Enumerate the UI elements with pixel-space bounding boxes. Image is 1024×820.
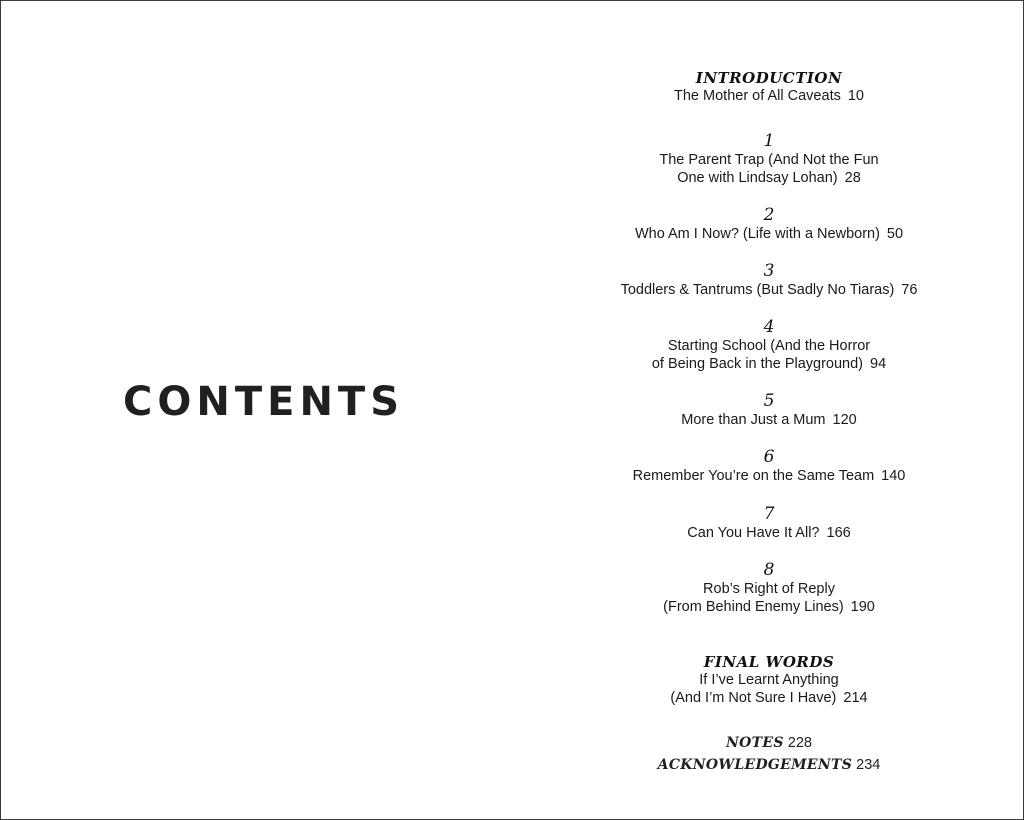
- chapter-number: 6: [763, 447, 775, 467]
- chapter-page: 50: [886, 226, 904, 242]
- toc-chapter-8: [561, 560, 977, 616]
- table-of-contents: [561, 1, 977, 819]
- toc-back-matter: [561, 732, 977, 776]
- chapter-page: 94: [870, 356, 887, 372]
- chapter-number: 8: [763, 560, 775, 580]
- toc-chapter-3: [561, 261, 977, 299]
- chapter-page: 190: [850, 599, 875, 615]
- chapter-number: 7: [763, 504, 775, 524]
- chapter-page: 76: [901, 282, 918, 298]
- toc-chapter-2: [561, 205, 977, 243]
- final-words-heading: FINAL WORDS: [703, 653, 835, 671]
- chapter-number: 1: [763, 131, 775, 151]
- chapter-title-line: Rob’s Right of Reply: [703, 581, 835, 597]
- chapter-page: 120: [832, 412, 857, 428]
- chapter-page: 166: [826, 525, 851, 541]
- chapter-title-line: Toddlers & Tantrums (But Sadly No Tiaras) 76: [620, 282, 918, 298]
- introduction-heading: INTRODUCTION: [695, 69, 843, 87]
- toc-chapter-5: [561, 391, 977, 429]
- chapter-title-line: of Being Back in the Playground) 94: [651, 356, 887, 372]
- toc-acknowledgements: [561, 754, 977, 776]
- introduction-page: 10: [847, 88, 864, 104]
- chapter-title-line: Starting School (And the Horror: [667, 338, 871, 354]
- chapter-title-line: Who Am I Now? (Life with a Newborn) 50: [634, 226, 904, 242]
- final-words-title-line: If I’ve Learnt Anything: [699, 672, 839, 688]
- toc-chapter-1: [561, 131, 977, 187]
- chapter-title-line: (From Behind Enemy Lines) 190: [663, 599, 875, 615]
- final-words-title-line: (And I’m Not Sure I Have) 214: [670, 690, 868, 706]
- chapter-number: 3: [763, 261, 775, 281]
- toc-introduction: [561, 69, 977, 105]
- toc-notes: [561, 732, 977, 754]
- chapter-number: 2: [763, 205, 775, 225]
- notes-label: NOTES: [726, 735, 784, 751]
- acknowledgements-label: ACKNOWLEDGEMENTS: [657, 757, 853, 773]
- notes-page: 228: [787, 735, 812, 751]
- page-title: CONTENTS: [123, 379, 405, 425]
- acknowledgements-page: 234: [856, 757, 881, 773]
- chapter-title-line: More than Just a Mum 120: [681, 412, 857, 428]
- chapter-number: 4: [763, 317, 775, 337]
- chapter-title-line: Can You Have It All? 166: [687, 525, 851, 541]
- toc-chapter-7: [561, 504, 977, 542]
- toc-chapter-4: [561, 317, 977, 373]
- chapter-title-line: The Parent Trap (And Not the Fun: [659, 152, 879, 168]
- introduction-title: The Mother of All Caveats 10: [674, 88, 864, 104]
- chapter-number: 5: [763, 391, 775, 411]
- toc-final-words: [561, 653, 977, 707]
- chapter-page: 28: [844, 170, 861, 186]
- final-words-page: 214: [843, 690, 868, 706]
- toc-chapter-6: [561, 447, 977, 485]
- chapter-title-line: One with Lindsay Lohan) 28: [677, 170, 861, 186]
- chapter-page: 140: [881, 468, 906, 484]
- chapter-title-line: Remember You’re on the Same Team 140: [632, 468, 906, 484]
